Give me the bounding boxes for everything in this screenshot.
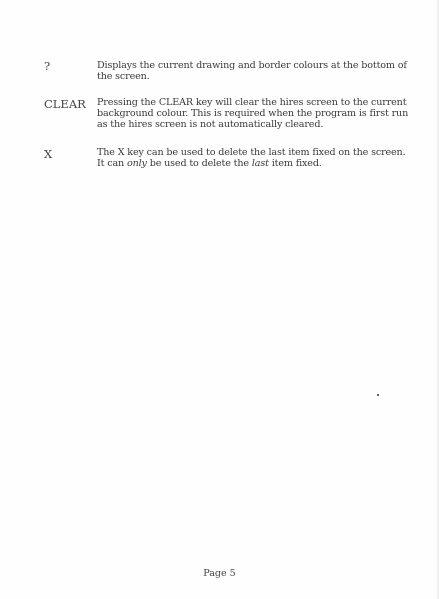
description-line: background colour. This is required when the program is first run (97, 108, 409, 119)
text-segment: item fixed. (268, 158, 322, 169)
entry-description (97, 147, 406, 169)
page-number: Page 5 (203, 568, 236, 579)
entry-key: ? (44, 59, 51, 73)
description-line: as the hires screen is not automatically cleared. (97, 119, 324, 130)
entry-description (97, 60, 407, 82)
description-line-emphasis (97, 158, 397, 169)
entry-key: X (44, 147, 53, 161)
description-line: The X key can be used to delete the last item fixed on the screen. (97, 147, 406, 158)
description-line: Displays the current drawing and border colours at the bottom of (97, 60, 407, 71)
entry-key: CLEAR (44, 97, 86, 111)
text-segment: be used to delete the (146, 158, 252, 169)
scan-speck (377, 394, 379, 396)
entry-description (97, 97, 409, 130)
emphasis-text: only (126, 158, 147, 169)
description-line: the screen. (97, 71, 150, 82)
text-segment: It can (97, 158, 127, 169)
emphasis-text: last (251, 158, 269, 169)
description-line: Pressing the CLEAR key will clear the hires screen to the current (97, 97, 407, 108)
